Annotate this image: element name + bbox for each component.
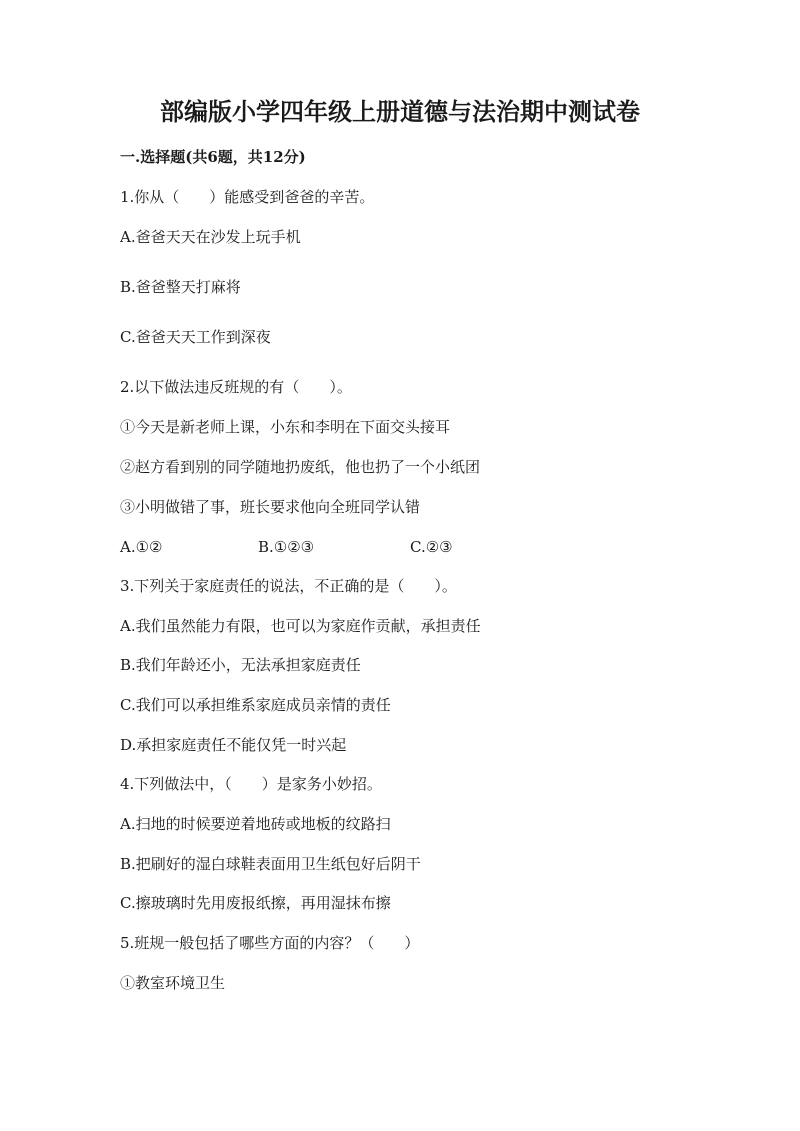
question-1-option-b: B.爸爸整天打麻将	[120, 278, 241, 296]
question-1-option-c: C.爸爸天天工作到深夜	[120, 328, 271, 346]
question-3-stem: 3.下列关于家庭责任的说法，不正确的是（ ）。	[120, 577, 457, 595]
question-5-stem: 5.班规一般包括了哪些方面的内容？（ ）	[120, 934, 420, 952]
question-3-option-a: A.我们虽然能力有限，也可以为家庭作贡献，承担责任	[120, 617, 481, 635]
question-3-option-c: C.我们可以承担维系家庭成员亲情的责任	[120, 696, 391, 714]
question-3-option-b: B.我们年龄还小，无法承担家庭责任	[120, 656, 361, 674]
question-4-option-b: B.把刷好的湿白球鞋表面用卫生纸包好后阴干	[120, 855, 421, 873]
question-4-option-a: A.扫地的时候要逆着地砖或地板的纹路扫	[120, 815, 391, 833]
section-heading: 一.选择题(共6题，共12分)	[120, 148, 306, 166]
question-3-option-d: D.承担家庭责任不能仅凭一时兴起	[120, 736, 347, 754]
question-4-option-c: C.擦玻璃时先用废报纸擦，再用湿抹布擦	[120, 894, 391, 912]
question-2-statement-1: ①今天是新老师上课，小东和李明在下面交头接耳	[120, 418, 451, 436]
question-2-options	[120, 536, 520, 558]
question-1-stem: 1.你从（ ）能感受到爸爸的辛苦。	[120, 188, 375, 206]
question-2-option-b: B.①②③	[258, 538, 315, 556]
question-2-option-a: A.①②	[120, 538, 163, 556]
question-2-statement-3: ③小明做错了事，班长要求他向全班同学认错	[120, 498, 421, 516]
question-4-stem: 4.下列做法中，（ ）是家务小妙招。	[120, 775, 382, 793]
question-2-option-c: C.②③	[410, 538, 453, 556]
page-title: 部编版小学四年级上册道德与法治期中测试卷	[160, 97, 640, 126]
question-1-option-a: A.爸爸天天在沙发上玩手机	[120, 228, 301, 246]
question-5-statement-1: ①教室环境卫生	[120, 974, 226, 992]
question-2-stem: 2.以下做法违反班规的有（ ）。	[120, 378, 352, 396]
question-2-statement-2: ②赵方看到别的同学随地扔废纸，他也扔了一个小纸团	[120, 458, 481, 476]
